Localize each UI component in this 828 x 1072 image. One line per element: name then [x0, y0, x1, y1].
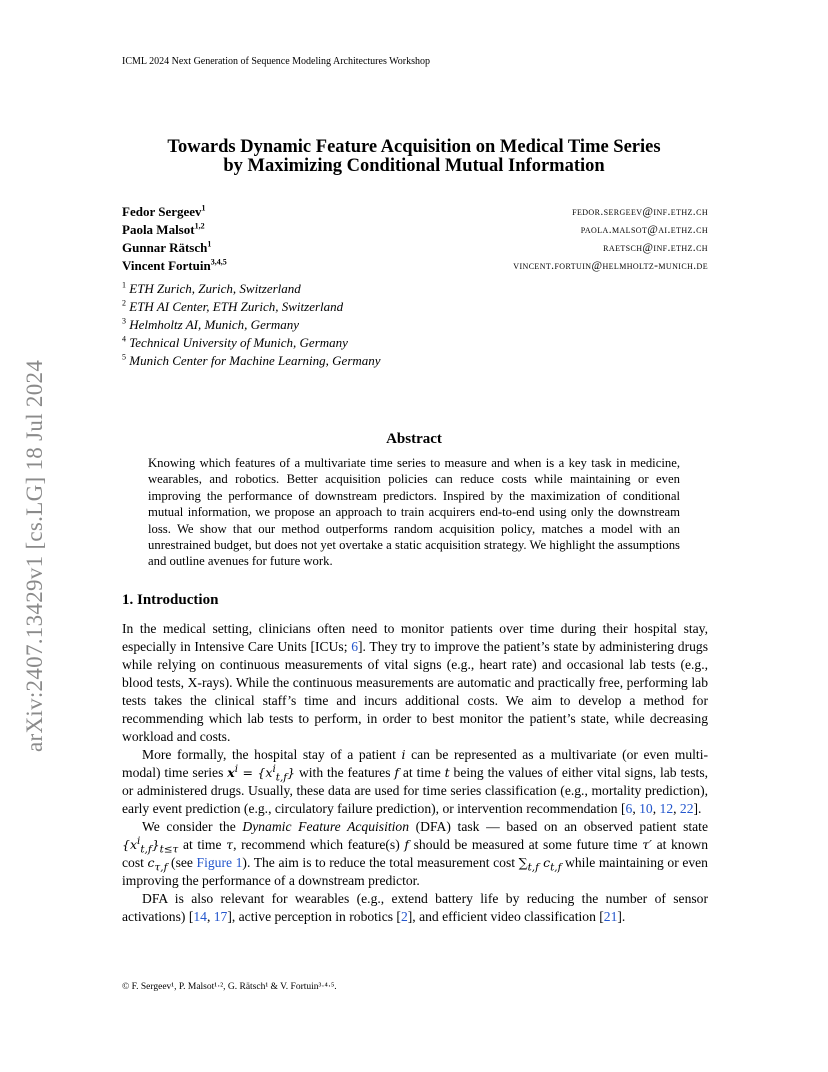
- citation-link[interactable]: 6: [351, 639, 359, 654]
- citation-link[interactable]: 10: [639, 801, 653, 816]
- author-row: [122, 257, 708, 275]
- abstract-text: Knowing which features of a multivariate time series to measure and when is a key task in medicine, wearables, and robotics. Better acquisition policies can reduce costs while maintaining or even improving the performance of downstream predictors. Inspired by the maximization of conditional mutual information, we propose an approach to train acquirers end-to-end using only the downstream loss. We show that our method outperforms random acquisition policy, matches a model with an unrestrained budget, but does not yet overtake a static acquisition strategy. We highlight the assumptions and outline avenues for future work.: [148, 456, 680, 569]
- author-email[interactable]: fedor.sergeev@inf.ethz.ch: [572, 206, 708, 218]
- author-name: Gunnar Rätsch$^1$: [122, 239, 212, 255]
- author-email[interactable]: raetsch@inf.ethz.ch: [603, 242, 708, 254]
- paragraph: We consider the Dynamic Feature Acquisition (DFA) task — based on an observed patient state $\{x^i_{t,f}\}_{t\le\tau}$ at time τ, recommend which feature(s) f should be measured at some future time τ′ at known cost $c_{\tau,f}$ (see Figure 1). The aim is to reduce the total measurement cost $\sum_{t,f}$ $c_{t,f}$ while maintaining or even improving the performance of a downstream predictor.: [122, 819, 709, 888]
- running-header: ICML 2024 Next Generation of Sequence Modeling Architectures Workshop: [122, 56, 431, 67]
- affiliation: $^5$ Munich Center for Machine Learning, Germany: [122, 352, 381, 368]
- title-line-2: by Maximizing Conditional Mutual Information: [223, 156, 605, 176]
- author-row: [122, 203, 708, 221]
- author-name: Fedor Sergeev$^1$: [122, 203, 206, 219]
- title-line-1: Towards Dynamic Feature Acquisition on Medical Time Series: [167, 137, 661, 157]
- citation-link[interactable]: 2: [400, 909, 408, 924]
- author-email[interactable]: paola.malsot@ai.ethz.ch: [580, 224, 708, 236]
- abstract-heading: Abstract: [386, 431, 442, 447]
- paragraph: In the medical setting, clinicians often need to monitor patients over time during their hospital stay, especially in Intensive Care Units [ICUs; 6]. They try to improve the patient’s state by administering drugs while relying on continuous measurements of vital signs (e.g., heart rate) and occasional lab tests (e.g., blood tests, X-rays). While the continuous measurements are automatic and practically free, performing lab tests takes the clinical staff’s time and incurs additional costs. We aim to develop a method for recommending which lab tests to perform, in order to best monitor the patient’s state, while decreasing workload and costs.: [122, 621, 709, 744]
- body-text: [122, 620, 708, 926]
- paragraph: DFA is also relevant for wearables (e.g., extend battery life by reducing the number of sensor activations) [14, 17], active perception in robotics [2], and efficient video classification [21].: [122, 891, 708, 924]
- author-row: [122, 239, 708, 257]
- affiliation: $^3$ Helmholtz AI, Munich, Germany: [122, 316, 300, 332]
- citation-link[interactable]: 22: [679, 801, 694, 816]
- author-row: [122, 221, 708, 239]
- section-heading: 1. Introduction: [122, 592, 219, 608]
- affiliation: $^4$ Technical University of Munich, Germany: [122, 334, 348, 350]
- citation-link[interactable]: 21: [603, 909, 618, 924]
- paper-title: [0, 138, 828, 176]
- citation-link[interactable]: 17: [213, 909, 228, 924]
- citation-link[interactable]: 6: [625, 801, 633, 816]
- paragraph: More formally, the hospital stay of a patient i can be represented as a multivariate (or even multi-modal) time series $x^i = \{x^i_{t,f}\}$ with the features f at time t being the values of either vital signs, lab tests, or administered drugs. Usually, these data are used for time series classification (e.g., mortality prediction), early event prediction (e.g., circulatory failure prediction), or intervention recommendation [6, 10, 12, 22].: [122, 747, 709, 816]
- citation-link[interactable]: 12: [659, 801, 674, 816]
- author-name: Vincent Fortuin$^{3,4,5}$: [122, 257, 227, 273]
- affiliation: $^2$ ETH AI Center, ETH Zurich, Switzerland: [122, 298, 344, 314]
- author-block: [122, 203, 708, 275]
- author-name: Paola Malsot$^{1,2}$: [122, 221, 205, 237]
- affiliation-list: [122, 280, 381, 370]
- copyright-footer: © F. Sergeev¹, P. Malsot¹·², G. Rätsch¹ & V. Fortuin³·⁴·⁵.: [122, 982, 337, 992]
- term-dfa: Dynamic Feature Acquisition: [242, 819, 409, 834]
- citation-link[interactable]: 14: [193, 909, 207, 924]
- figure-link[interactable]: Figure 1: [196, 855, 243, 870]
- author-email[interactable]: vincent.fortuin@helmholtz-munich.de: [513, 260, 708, 272]
- affiliation: $^1$ ETH Zurich, Zurich, Switzerland: [122, 280, 301, 296]
- arxiv-stamp[interactable]: arXiv:2407.13429v1 [cs.LG] 18 Jul 2024: [22, 359, 47, 752]
